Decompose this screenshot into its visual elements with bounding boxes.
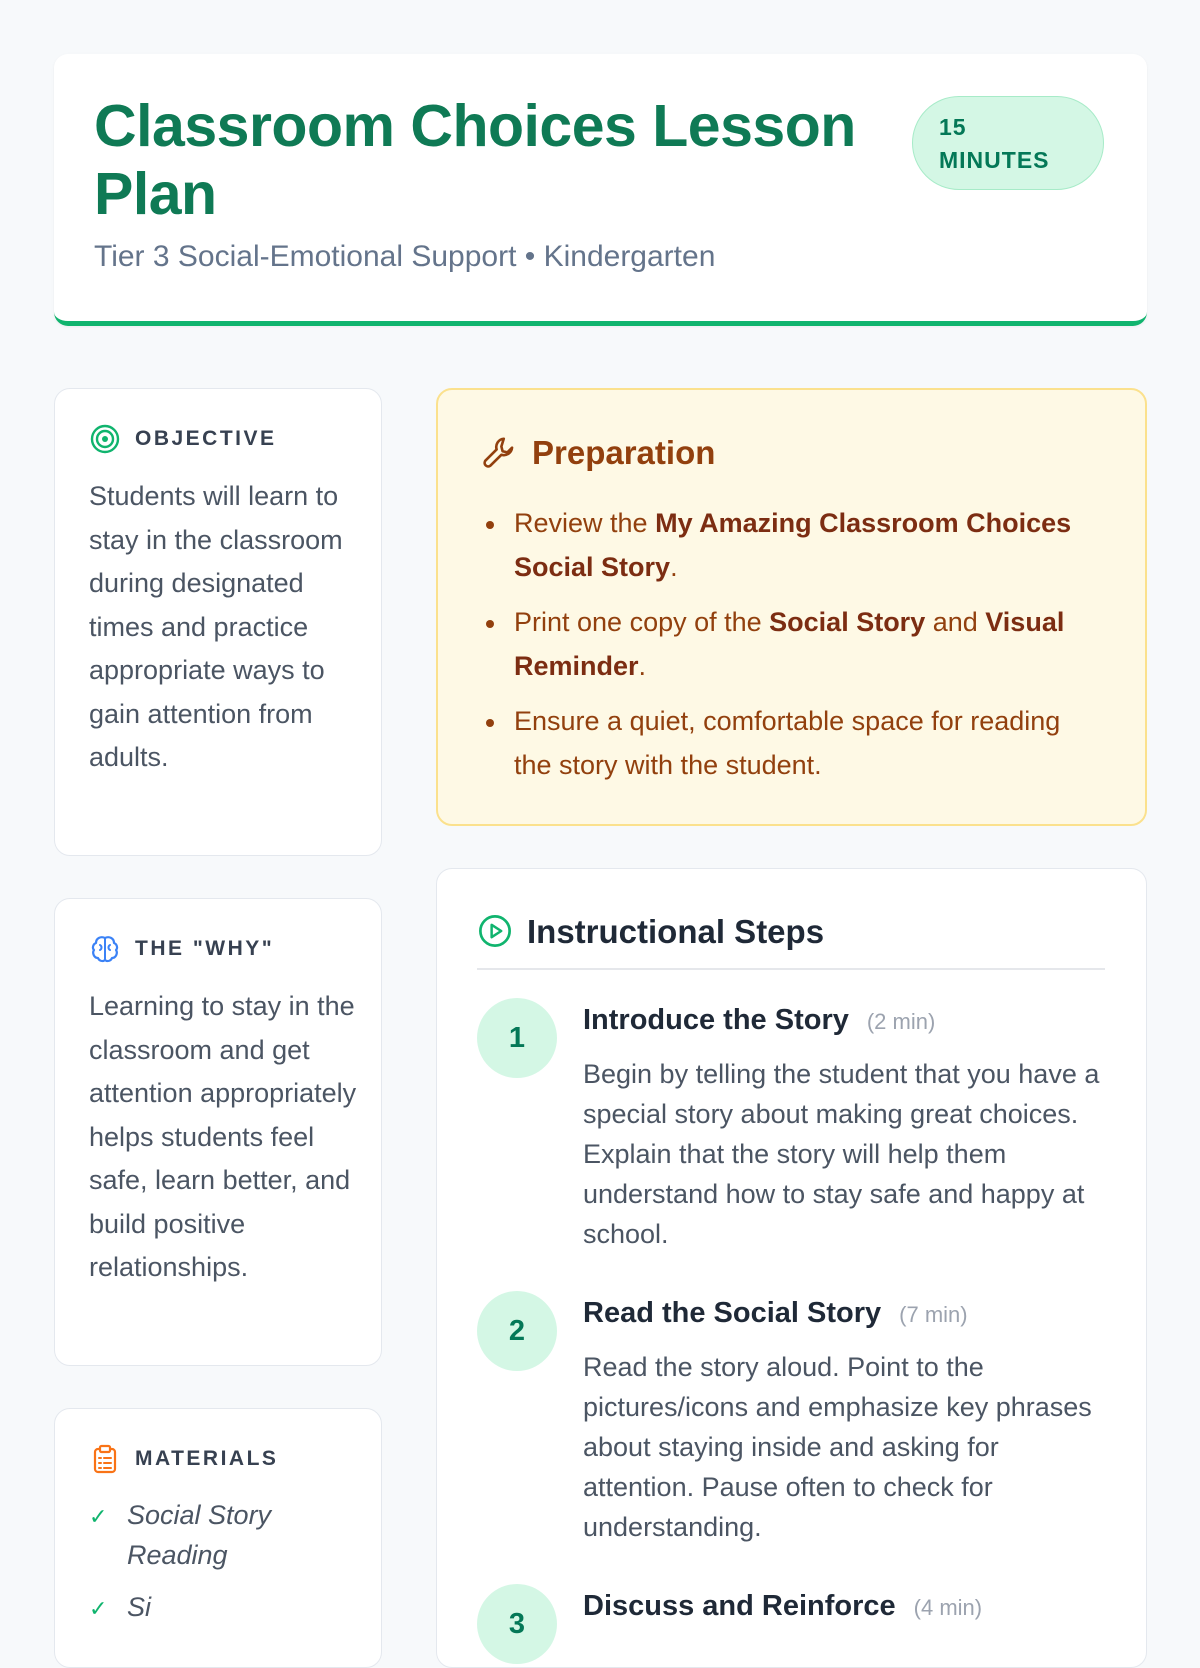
- step-description: Begin by telling the student that you have a special story about making great choices. Explain that the story will help them understand how to stay safe and happy at school.: [583, 1059, 1100, 1249]
- page-title: Classroom Choices Lesson Plan: [94, 93, 856, 227]
- why-header: [89, 933, 274, 965]
- steps-title: Instructional Steps: [527, 913, 825, 950]
- clipboard-icon: [89, 1443, 121, 1475]
- check-icon: ✓: [89, 1596, 108, 1621]
- preparation-item: Ensure a quiet, comfortable space for reading the story with the student.: [482, 700, 1102, 787]
- objective-label: OBJECTIVE: [135, 427, 277, 450]
- why-label: THE "WHY": [135, 937, 275, 960]
- duration-value: 15: [939, 114, 967, 140]
- materials-list: [89, 1495, 369, 1639]
- preparation-list: [482, 502, 1102, 799]
- objective-header: [89, 423, 277, 455]
- step-title: Introduce the Story (2 min): [583, 1004, 936, 1036]
- wrench-icon: [480, 434, 518, 472]
- why-text: Learning to stay in the classroom and get attention appropriately helps students feel safe, learn better, and build positive relationships.: [89, 991, 357, 1282]
- why-card: [54, 898, 382, 1366]
- preparation-item: Print one copy of the Social Story and Visual Reminder.: [482, 601, 1102, 688]
- brain-icon: [89, 933, 121, 965]
- lesson-header: [54, 54, 1147, 326]
- target-icon: [89, 423, 121, 455]
- materials-item: ✓ Social Story Reading: [89, 1495, 369, 1575]
- materials-item: ✓ Si: [89, 1587, 369, 1627]
- step-number: 2: [477, 1291, 557, 1371]
- step-title: Discuss and Reinforce (4 min): [583, 1590, 983, 1622]
- step-time: (7 min): [899, 1302, 968, 1327]
- step-number: 3: [477, 1584, 557, 1664]
- step-description: Read the story aloud. Point to the pictures/icons and emphasize key phrases about staying inside and asking for attention. Pause often to check for understanding.: [583, 1352, 1092, 1542]
- steps-card: [436, 868, 1147, 1668]
- objective-text: Students will learn to stay in the classroom during designated times and practice appropriate ways to gain attention from adults.: [89, 481, 343, 772]
- duration-unit: MINUTES: [939, 147, 1050, 173]
- check-icon: ✓: [89, 1504, 108, 1529]
- materials-header: [89, 1443, 278, 1475]
- duration-badge: [912, 96, 1104, 190]
- preparation-card: [436, 388, 1147, 826]
- preparation-item: Review the My Amazing Classroom Choices Social Story.: [482, 502, 1102, 589]
- steps-header: [477, 913, 1105, 970]
- preparation-header: [480, 434, 715, 472]
- page-subtitle: Tier 3 Social-Emotional Support • Kindergarten: [94, 240, 716, 273]
- step-number: 1: [477, 998, 557, 1078]
- step-time: (4 min): [913, 1595, 983, 1620]
- play-circle-icon: [477, 913, 513, 949]
- preparation-title: Preparation: [532, 434, 716, 471]
- materials-label: MATERIALS: [135, 1447, 279, 1470]
- materials-card: [54, 1408, 382, 1668]
- step-title: Read the Social Story (7 min): [583, 1297, 968, 1329]
- step-time: (2 min): [866, 1009, 936, 1034]
- objective-card: [54, 388, 382, 856]
